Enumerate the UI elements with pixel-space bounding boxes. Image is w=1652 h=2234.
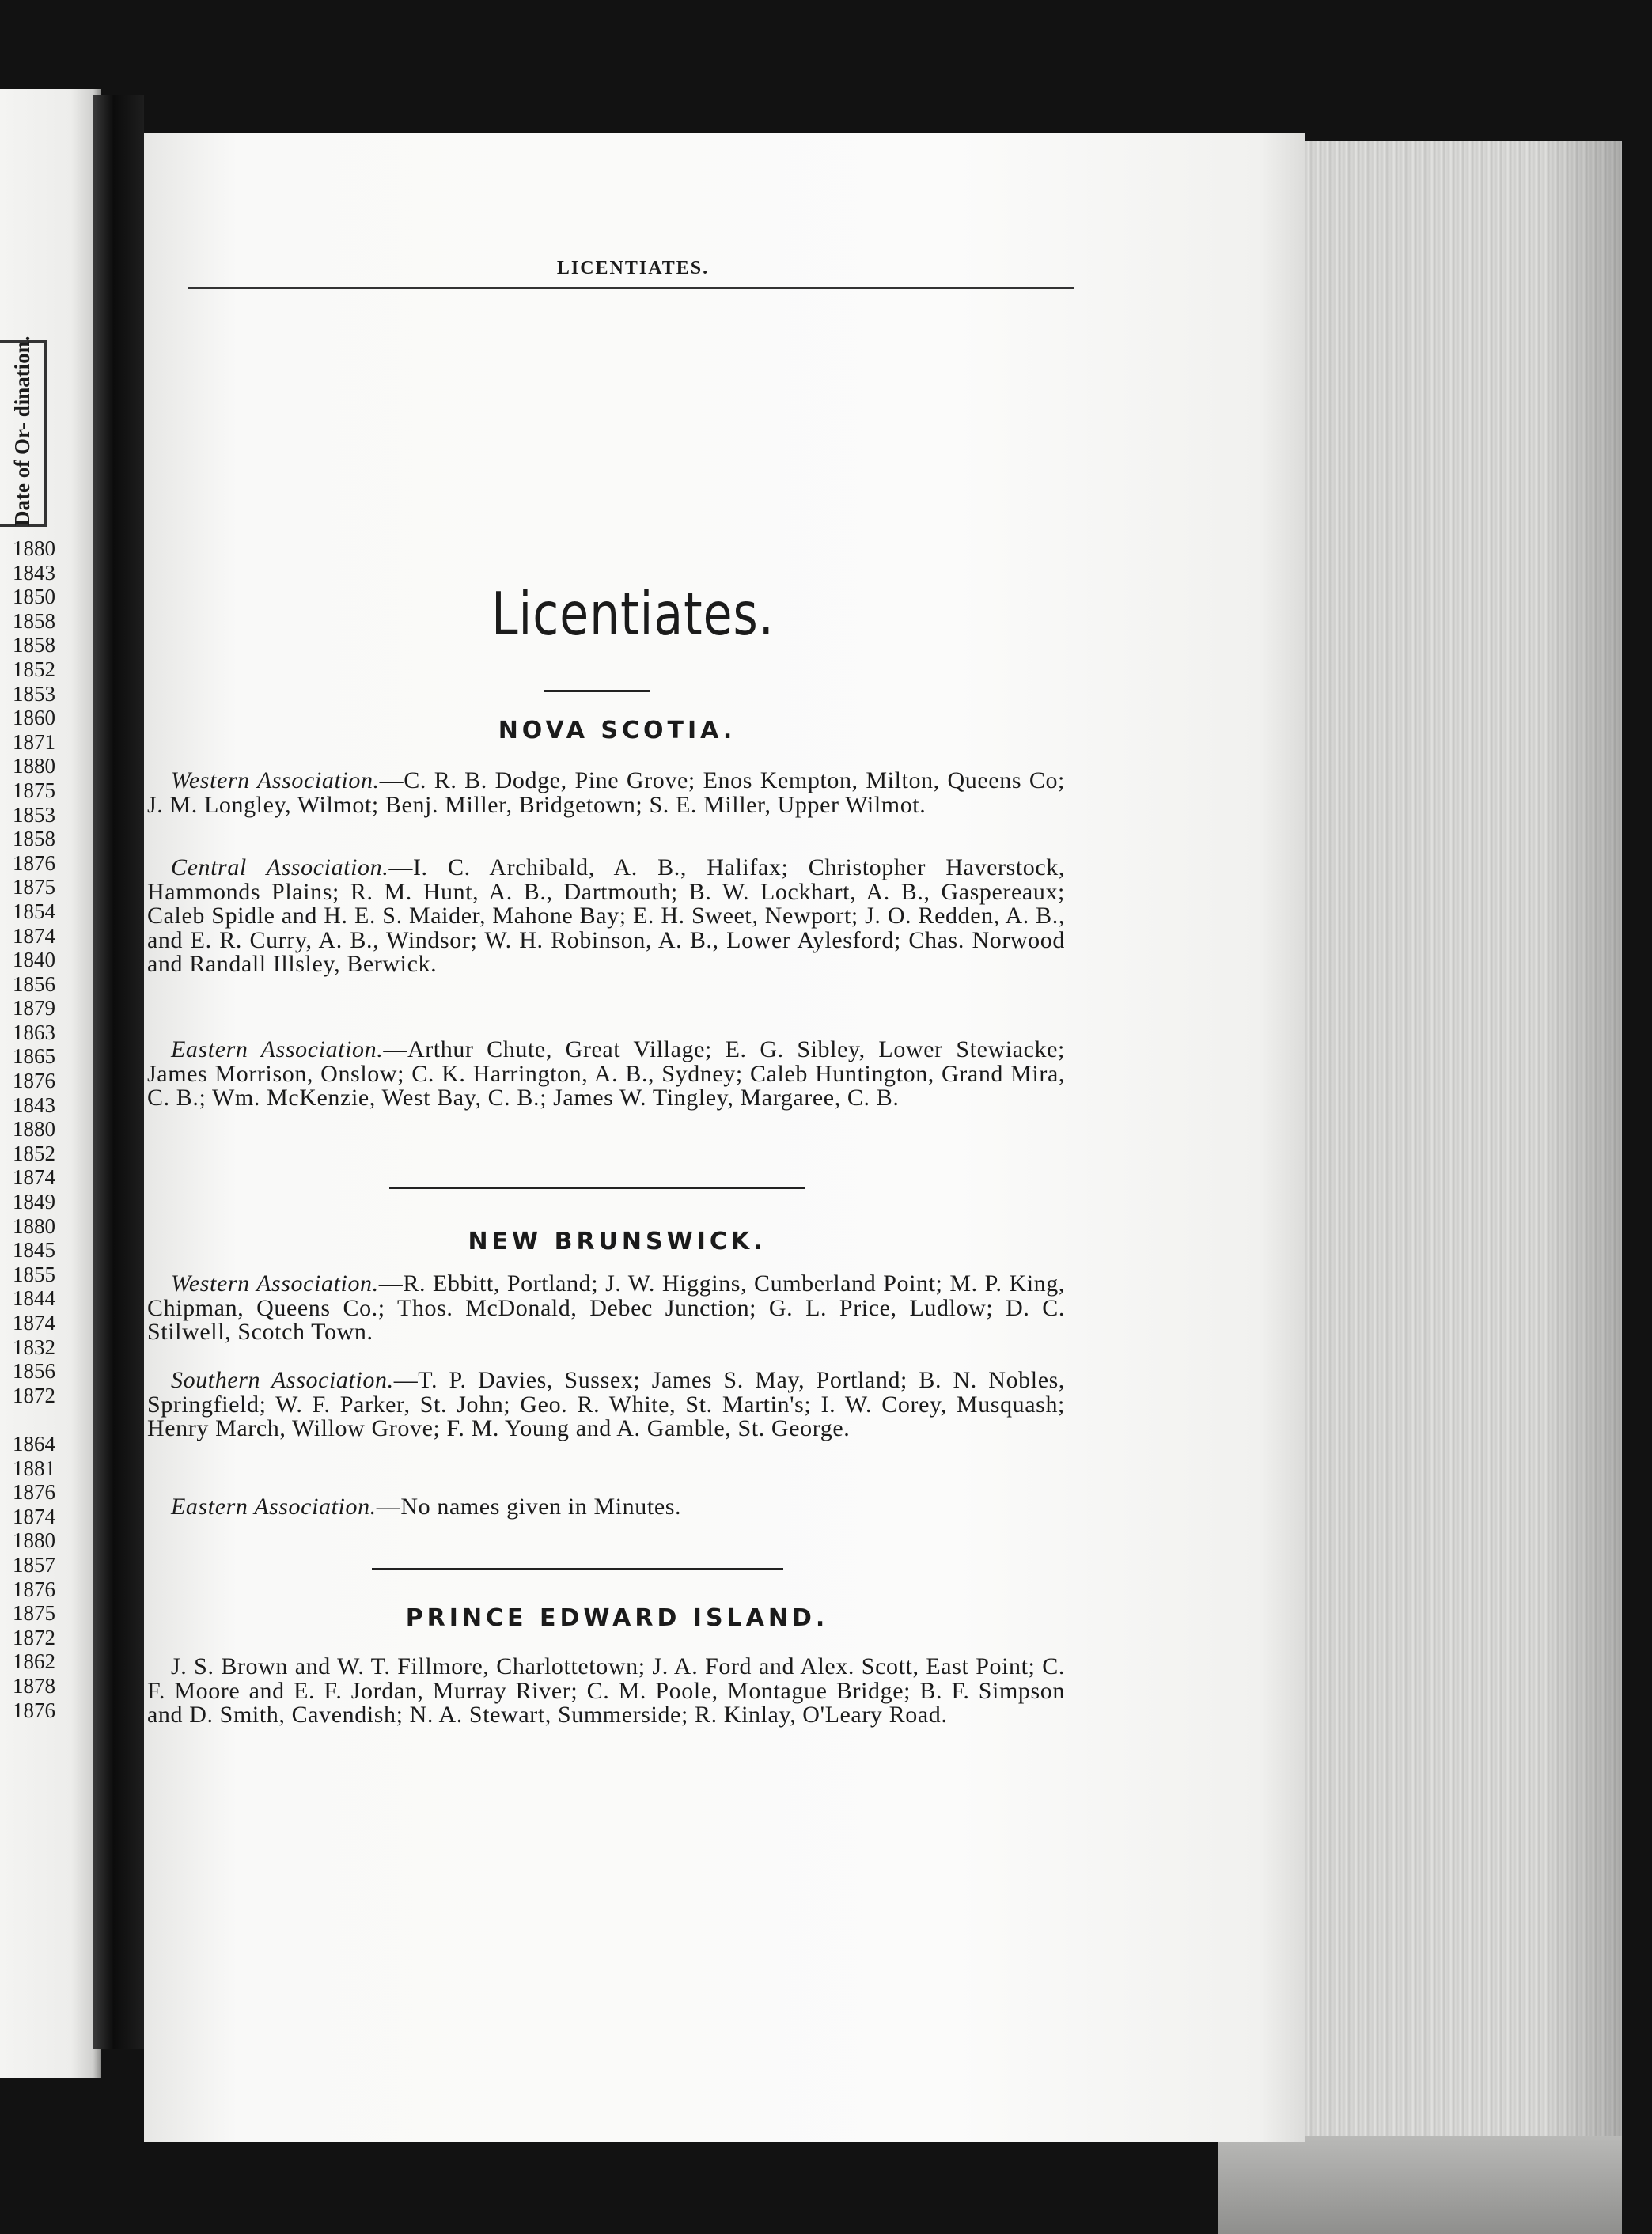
association-text: —T. P. Davies, Sussex; James S. May, Portland; B. N. Nobles, Springfield; W. F. Parker, St. John; Geo. R. White, St. Martin's; I. W. Corey, Musquash; Henry March, Willow Grove; F. M. Young and A. Gamble, St. George. [147,1367,1065,1442]
running-head-rule [188,287,1074,289]
left-year: 1874 [13,1311,55,1335]
association-text: —C. R. B. Dodge, Pine Grove; Enos Kempton, Milton, Queens Co; J. M. Longley, Wilmot; Benj. Miller, Bridgetown; S. E. Miller, Upper Wilmot. [147,767,1065,818]
left-year: 1878 [13,1673,55,1698]
left-year: 1850 [13,585,55,609]
left-year: 1881 [13,1456,55,1480]
left-year: 1872 [13,1625,55,1649]
left-year: 1852 [13,657,55,681]
association-text: —No names given in Minutes. [376,1494,682,1520]
left-year: 1843 [13,1092,55,1117]
section-paragraph [147,1369,1065,1441]
left-year: 1864 [13,1431,55,1456]
section-heading-nova-scotia: NOVA SCOTIA. [498,717,737,744]
left-year: 1876 [13,1698,55,1722]
book-gutter [93,95,144,2049]
left-year: 1874 [13,1165,55,1190]
left-year: 1880 [13,754,55,778]
left-year: 1858 [13,827,55,851]
left-year: 1874 [13,923,55,948]
section-rule [389,1187,805,1189]
association-name: Eastern Association. [171,1494,377,1520]
left-year: 1856 [13,971,55,996]
left-year: 1880 [13,536,55,560]
section-paragraph [147,856,1065,977]
left-year: 1876 [13,850,55,875]
left-year: 1854 [13,899,55,923]
left-year: 1832 [13,1335,55,1359]
section-rule [372,1568,783,1570]
left-year: 1843 [13,560,55,585]
left-year: 1875 [13,875,55,899]
association-name: Southern Association. [171,1367,394,1393]
left-year: 1874 [13,1504,55,1528]
page-edges-bottom [1218,2136,1622,2234]
left-year: 1852 [13,1141,55,1165]
left-year: 1849 [13,1190,55,1214]
left-year: 1858 [13,633,55,657]
association-name: Central Association. [171,854,389,880]
page-title: Licentiates. [491,580,775,649]
section-paragraph [147,1655,1065,1728]
left-year: 1862 [13,1649,55,1674]
association-text: —R. Ebbitt, Portland; J. W. Higgins, Cumberland Point; M. P. King, Chipman, Queens Co.; Thos. McDonald, Debec Junction; G. L. Price, Ludlow; D. C. Stilwell, Scotch Town. [147,1270,1065,1346]
left-year: 1865 [13,1044,55,1069]
left-year: 1860 [13,706,55,730]
section-paragraph [147,769,1065,817]
association-name: Eastern Association. [171,1036,384,1062]
section-paragraph [147,1038,1065,1111]
left-year: 1872 [13,1383,55,1407]
section-paragraph [147,1272,1065,1345]
left-year: 1875 [13,1601,55,1626]
left-year: 1879 [13,996,55,1020]
left-year: 1857 [13,1552,55,1577]
association-name: Western Association. [171,767,380,793]
left-year: 1855 [13,1262,55,1286]
title-rule [544,690,650,692]
section-heading-prince-edward-island: PRINCE EDWARD ISLAND. [405,1604,829,1632]
left-year: 1853 [13,681,55,706]
left-year: 1840 [13,948,55,972]
left-year [0,1407,55,1432]
right-page [144,133,1305,2142]
left-year: 1880 [13,1528,55,1553]
left-year: 1876 [13,1480,55,1505]
left-year-column [0,536,55,1722]
running-head: LICENTIATES. [556,258,710,278]
left-year: 1863 [13,1020,55,1044]
association-name: Western Association. [171,1270,379,1297]
left-year: 1856 [13,1359,55,1384]
left-year: 1845 [13,1238,55,1263]
left-year: 1876 [13,1577,55,1601]
left-year: 1880 [13,1214,55,1238]
association-text: —I. C. Archibald, A. B., Halifax; Christopher Haverstock, Hammonds Plains; R. M. Hunt, A. B., Dartmouth; B. W. Lockhart, A. B., Gaspereaux; Caleb Spidle and H. E. S. Maider, Mahone Bay; E. H. Sweet, Newport; J. O. Redden, A. B., and E. R. Curry, A. B., Windsor; W. H. Robinson, A. B., Lower Aylesford; Chas. Norwood and Randall Illsley, Berwick. [147,854,1066,978]
section-heading-new-brunswick: NEW BRUNSWICK. [468,1228,767,1255]
left-column-header: Date of Or- dination. [10,335,34,527]
left-year: 1875 [13,778,55,802]
left-year: 1880 [13,1117,55,1142]
left-year: 1853 [13,802,55,827]
left-year: 1876 [13,1069,55,1093]
left-year: 1871 [13,729,55,754]
association-text: J. S. Brown and W. T. Fillmore, Charlottetown; J. A. Ford and Alex. Scott, East Point; C. F. Moore and E. F. Jordan, Murray River; C. M. Poole, Montague Bridge; B. F. Simpson and D. Smith, Cavendish; N. A. Stewart, Summerside; R. Kinlay, O'Leary Road. [147,1653,1065,1729]
section-paragraph [147,1495,1065,1520]
left-year: 1844 [13,1286,55,1311]
left-year: 1858 [13,608,55,633]
association-text: —Arthur Chute, Great Village; E. G. Sibley, Lower Stewiacke; James Morrison, Onslow; C. K. Harrington, A. B., Sydney; Caleb Huntington, Grand Mira, C. B.; Wm. McKenzie, West Bay, C. B.; James W. Tingley, Margaree, C. B. [147,1036,1065,1111]
